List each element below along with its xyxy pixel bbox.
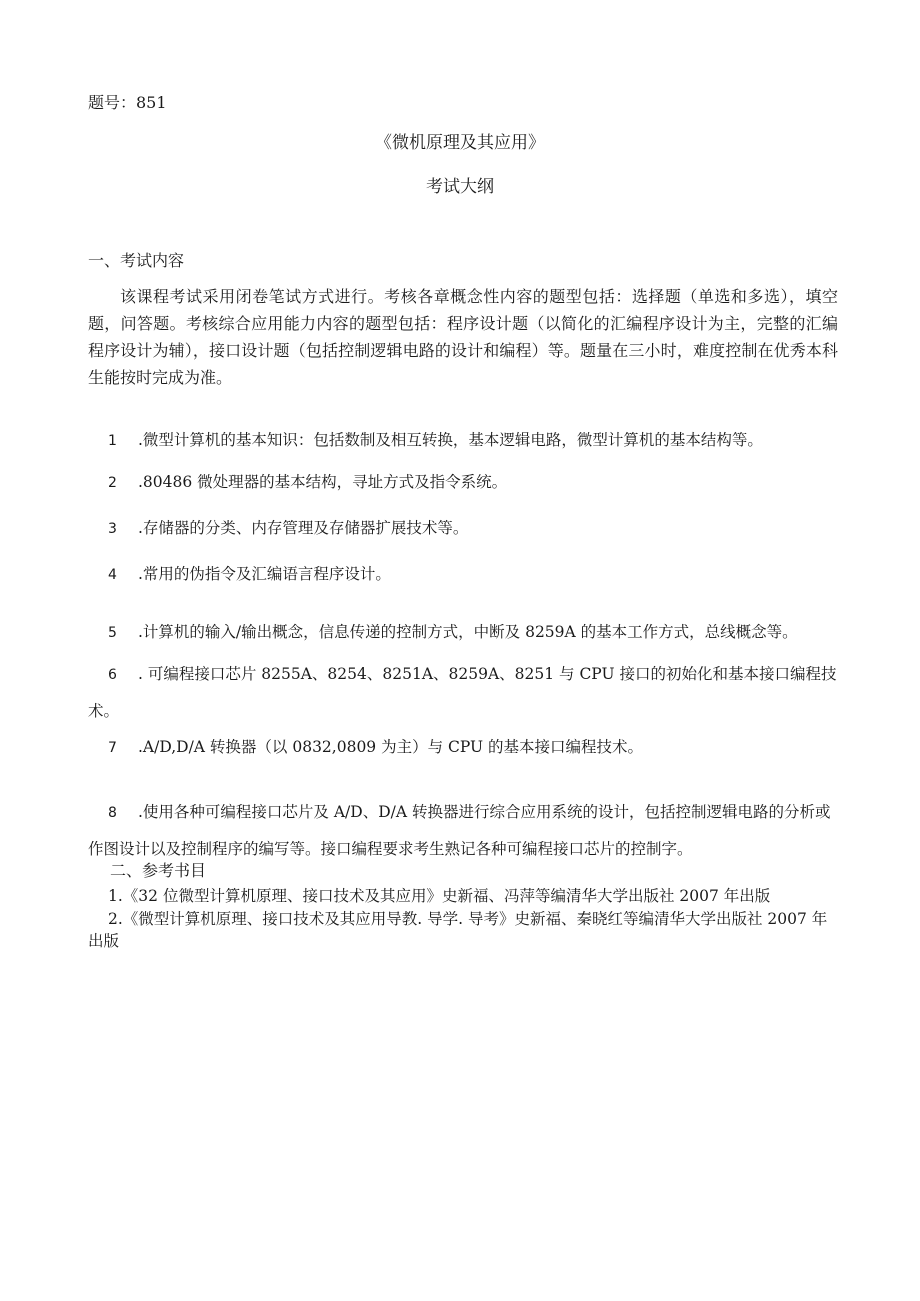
- item-number: 6: [108, 667, 117, 683]
- list-item: [88, 620, 798, 642]
- list-item: [88, 470, 507, 492]
- item-number: 4: [108, 567, 117, 583]
- item-text: .80486 微处理器的基本结构，寻址方式及指令系统。: [138, 473, 508, 491]
- item-text: .常用的伪指令及汇编语言程序设计。: [138, 565, 391, 583]
- list-item: [88, 735, 643, 757]
- document-title: 考试大纲: [426, 177, 494, 197]
- exam-number: 题号：851: [88, 93, 167, 112]
- item-number: 2: [108, 475, 117, 491]
- section-heading-content: 一、考试内容: [88, 251, 185, 270]
- item-text: .使用各种可编程接口芯片及 A/D、D/A 转换器进行综合应用系统的设计，包括控制逻辑电路的分析或作图设计以及控制程序的编写等。接口编程要求考生熟记各种可编程接口芯片的控制字。: [88, 803, 831, 858]
- intro-paragraph: 该课程考试采用闭卷笔试方式进行。考核各章概念性内容的题型包括：选择题（单选和多选），填空题，问答题。考核综合应用能力内容的题型包括：程序设计题（以简化的汇编程序设计为主，完整的汇编程序设计为辅），接口设计题（包括控制逻辑电路的设计和编程）等。题量在三小时，难度控制在优秀本科生能按时完成为准。: [88, 287, 838, 387]
- list-item: [88, 562, 391, 584]
- list-item: [88, 794, 840, 867]
- item-text: .A/D,D/A 转换器（以 0832,0809 为主）与 CPU 的基本接口编程技术。: [138, 738, 644, 756]
- item-number: 8: [108, 805, 117, 821]
- item-text: .存储器的分类、内存管理及存储器扩展技术等。: [138, 519, 469, 537]
- item-number: 1: [108, 433, 117, 449]
- list-item: [88, 516, 468, 538]
- item-number: 5: [108, 625, 117, 641]
- item-text: .微型计算机的基本知识：包括数制及相互转换，基本逻辑电路，微型计算机的基本结构等。: [138, 431, 763, 449]
- list-item: [88, 656, 840, 729]
- item-text: . 可编程接口芯片 8255A、8254、8251A、8259A、8251 与 CPU 接口的初始化和基本接口编程技术。: [88, 665, 837, 720]
- item-number: 3: [108, 521, 117, 537]
- item-number: 7: [108, 740, 117, 756]
- book-title: 《微机原理及其应用》: [375, 133, 545, 153]
- reference-item: 2.《微型计算机原理、接口技术及其应用导教. 导学. 导考》史新福、秦晓红等编清华大学出版社 2007 年出版: [88, 910, 828, 950]
- reference-item: 1.《32 位微型计算机原理、接口技术及其应用》史新福、冯萍等编清华大学出版社 2007 年出版: [108, 887, 771, 905]
- item-text: .计算机的输入/输出概念，信息传递的控制方式，中断及 8259A 的基本工作方式，总线概念等。: [138, 623, 798, 641]
- section-heading-references: 二、参考书目: [110, 861, 207, 880]
- list-item: [88, 428, 763, 450]
